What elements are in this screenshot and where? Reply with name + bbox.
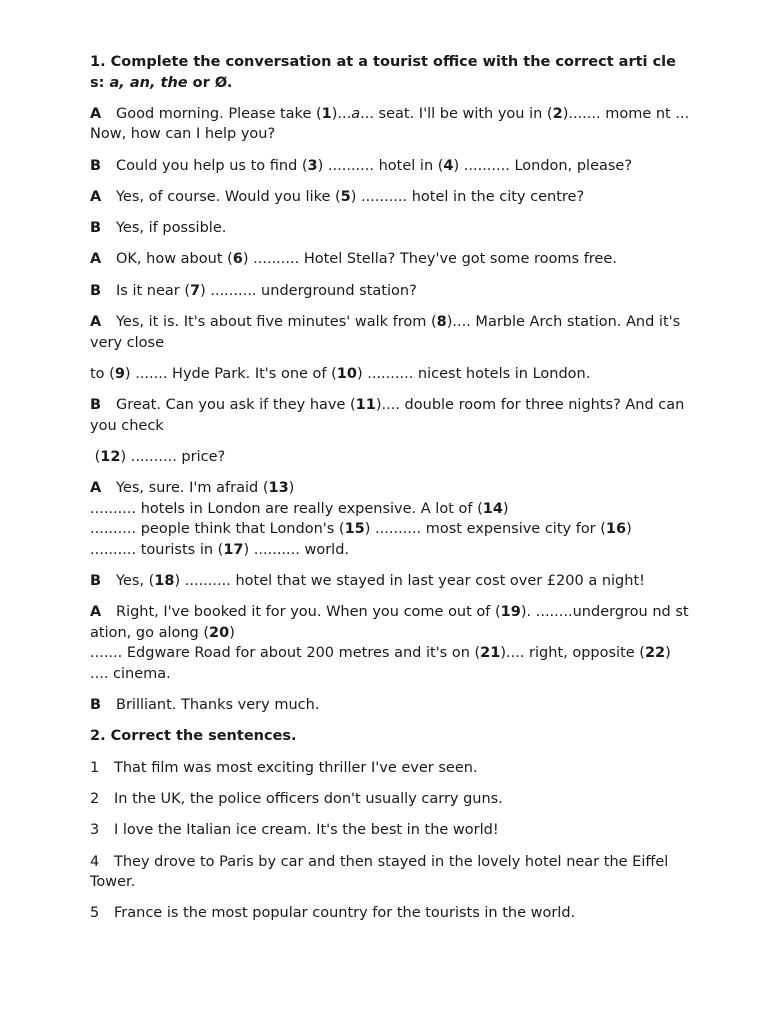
item-number: 5	[90, 905, 100, 922]
line-text: ) .......... price?	[120, 448, 226, 465]
gap-number: 14	[482, 500, 503, 517]
dialogue-line	[90, 312, 690, 353]
line-text: )...	[331, 105, 352, 122]
line-text: ... seat. I'll be with you in (	[360, 105, 553, 122]
sentence-item	[90, 789, 690, 810]
line-text: Yes, if possible.	[116, 220, 227, 237]
line-text: OK, how about (	[116, 251, 233, 268]
gap-number: 2	[552, 105, 563, 122]
line-text: ) .......... Hotel Stella? They've got some rooms free.	[242, 251, 617, 268]
line-text: ) .......... world.	[243, 541, 350, 558]
article-a: a	[109, 74, 120, 91]
gap-number: 19	[500, 604, 521, 621]
speaker-label: B	[90, 157, 102, 174]
line-text: ). ........undergrou nd station, go along (	[90, 604, 689, 641]
speaker-label: A	[90, 314, 102, 331]
gap-number: 11	[355, 397, 376, 414]
line-text: ....... Edgware Road for about 200 metres and it's on (	[90, 645, 481, 662]
line-text: ) .......... hotel that we stayed in last year cost over £200 a night!	[174, 573, 645, 590]
dialogue-line	[90, 602, 690, 684]
gap-number: 1	[321, 105, 332, 122]
item-number: 1	[90, 759, 100, 776]
sentence-item	[90, 758, 690, 779]
line-text: )	[502, 500, 509, 517]
speaker-label: A	[90, 105, 102, 122]
example-answer: a	[351, 105, 361, 122]
gap-number: 20	[209, 624, 230, 641]
exercise-2-title: 2. Correct the sentences.	[90, 728, 297, 745]
article-the: the	[160, 74, 188, 91]
line-text: .......... people think that London's (	[90, 521, 345, 538]
dialogue-line	[90, 364, 690, 385]
line-text: )	[626, 521, 632, 538]
sentence-item	[90, 903, 690, 924]
worksheet	[90, 52, 690, 935]
dialogue-line	[90, 218, 690, 239]
dialogue-line	[90, 695, 690, 716]
sentence-item	[90, 852, 690, 893]
gap-number: 17	[223, 541, 244, 558]
line-text: ) .......... underground station?	[200, 282, 417, 299]
dialogue-line	[90, 447, 690, 468]
gap-number: 21	[480, 645, 501, 662]
title-text: 1. Complete the conversation at a tourist office with the correct arti cles:	[90, 54, 676, 91]
article-an: an	[129, 74, 150, 91]
line-text: Yes, it is. It's about five minutes' walk from (	[116, 314, 437, 331]
gap-number: 5	[340, 188, 351, 205]
dialogue-subline	[90, 540, 690, 561]
line-text: (	[90, 448, 101, 465]
dialogue-line	[90, 395, 690, 436]
dialogue-line	[90, 249, 690, 270]
sentence-text: That film was most exciting thriller I've ever seen.	[114, 759, 478, 776]
line-text: Could you help us to find (	[116, 157, 308, 174]
dialogue-line	[90, 571, 690, 592]
line-text: ) .......... hotel in the city centre?	[350, 188, 585, 205]
speaker-label: B	[90, 697, 102, 714]
gap-number: 8	[436, 314, 447, 331]
exercise-1-title	[90, 52, 690, 93]
sentence-text: France is the most popular country for the tourists in the world.	[114, 905, 576, 922]
dialogue-line	[90, 478, 690, 560]
gap-number: 18	[154, 573, 175, 590]
line-text: ) .......... nicest hotels in London.	[356, 365, 591, 382]
line-text: ).... double room for three nights? And can you check	[90, 397, 685, 434]
speaker-label: A	[90, 480, 102, 497]
gap-number: 16	[605, 521, 627, 538]
line-text: ) .......... hotel in (	[317, 157, 444, 174]
dialogue-subline	[90, 643, 690, 684]
line-text: Yes, sure. I'm afraid (	[116, 480, 269, 497]
separator: ,	[149, 74, 161, 91]
dialogue-subline	[90, 519, 690, 540]
item-number: 3	[90, 822, 100, 839]
line-text: )	[229, 624, 235, 641]
gap-number: 3	[307, 157, 318, 174]
gap-number: 22	[644, 645, 666, 662]
gap-number: 15	[344, 521, 365, 538]
dialogue-subline	[90, 602, 690, 643]
line-text: Good morning. Please take (	[116, 105, 322, 122]
line-text: ) .......... most expensive city for (	[364, 521, 606, 538]
line-text: Yes, of course. Would you like (	[116, 188, 341, 205]
line-text: Is it near (	[116, 282, 190, 299]
line-text: )....... mome nt ... Now, how can I help you?	[90, 105, 690, 143]
sentence-text: In the UK, the police officers don't usually carry guns.	[114, 791, 503, 808]
line-text: .......... tourists in (	[90, 541, 224, 558]
gap-number: 12	[100, 448, 121, 465]
speaker-label: B	[90, 397, 102, 414]
line-text: .......... hotels in London are really expensive. A lot of (	[90, 500, 483, 517]
speaker-label: A	[90, 251, 102, 268]
line-text: ) .......... London, please?	[453, 157, 633, 174]
dialogue-line	[90, 104, 690, 145]
speaker-label: A	[90, 604, 102, 621]
line-text: Yes, (	[116, 573, 155, 590]
speaker-label: B	[90, 282, 102, 299]
or-text: or	[187, 74, 215, 91]
line-text: ) ....... Hyde Park. It's one of (	[124, 365, 337, 382]
dialogue-line	[90, 187, 690, 208]
sentence-text: I love the Italian ice cream. It's the best in the world!	[114, 822, 499, 839]
sentence-text: They drove to Paris by car and then stayed in the lovely hotel near the Eiffel Tower.	[90, 853, 669, 891]
line-text: Brilliant. Thanks very much.	[116, 697, 320, 714]
gap-number: 13	[268, 480, 289, 497]
item-number: 2	[90, 791, 100, 808]
line-text: Great. Can you ask if they have (	[116, 397, 356, 414]
line-text: ).... right, opposite (	[500, 645, 645, 662]
sentence-item	[90, 820, 690, 841]
separator: ,	[119, 74, 130, 91]
gap-number: 9	[114, 365, 125, 382]
dialogue-subline	[90, 499, 690, 520]
gap-number: 10	[336, 365, 357, 382]
line-text: Right, I've booked it for you. When you come out of (	[116, 604, 501, 621]
article-zero: Ø.	[214, 74, 233, 91]
gap-number: 4	[443, 157, 454, 174]
speaker-label: B	[90, 220, 102, 237]
line-text: ).... Marble Arch station. And it's very close	[90, 314, 681, 351]
line-text: ) .... cinema.	[90, 645, 671, 682]
line-text: )	[288, 480, 295, 497]
speaker-label: A	[90, 188, 102, 205]
line-text: to (	[90, 365, 115, 382]
dialogue-subline	[90, 478, 690, 499]
dialogue-line	[90, 156, 690, 177]
speaker-label: B	[90, 573, 102, 590]
gap-number: 6	[232, 251, 243, 268]
item-number: 4	[90, 853, 100, 870]
dialogue-line	[90, 281, 690, 302]
gap-number: 7	[190, 282, 201, 299]
